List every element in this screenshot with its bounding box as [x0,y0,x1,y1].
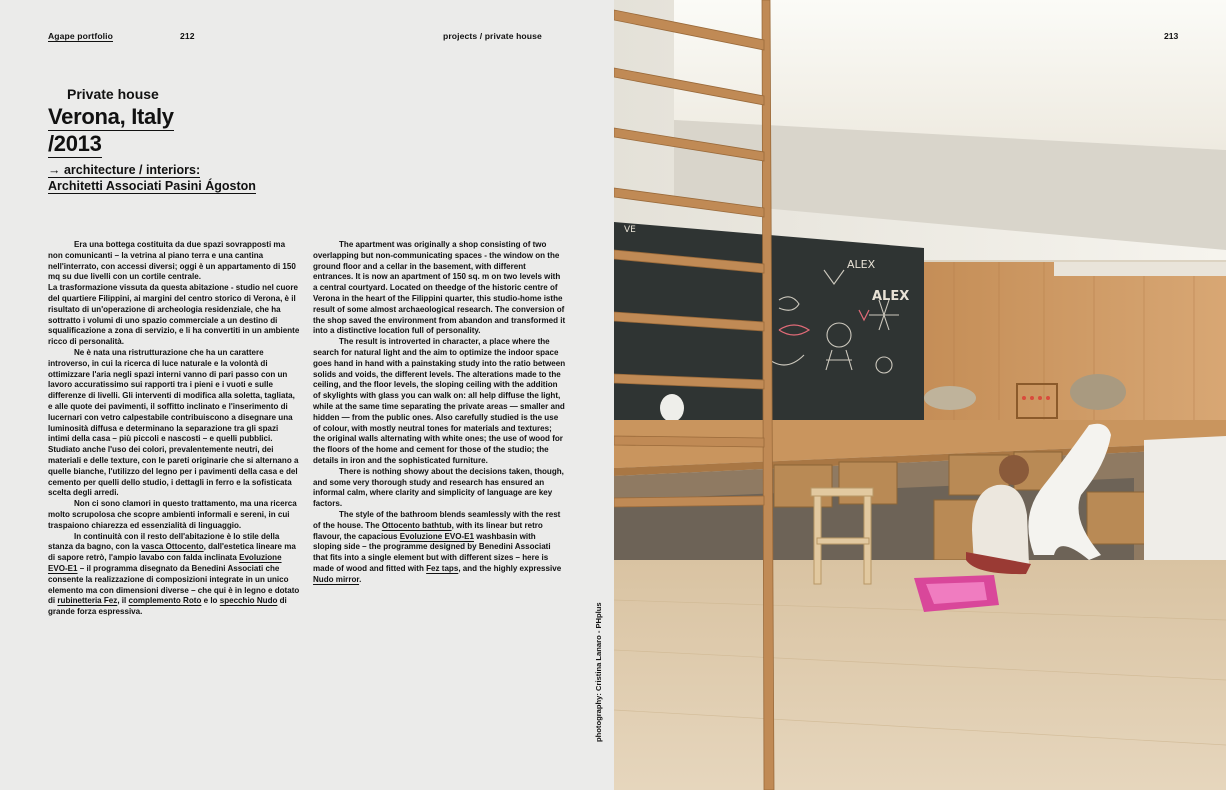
product-link-fez[interactable]: rubinetteria Fez [57,596,118,606]
photo-credit: photography: Cristina Lanaro - PHplus [594,602,603,742]
product-link-nudo-en[interactable]: Nudo mirror [313,574,360,584]
italian-paragraph: Ne è nata una ristrutturazione che ha un carattere introverso, in cui la ricerca di luce naturale e la volontà di ottimizzare l'aria negli spazi interni vanno di pari passo con un lavoro accuratissimo sui rapporti tra i pieni e i vuoti e sulle differenze di livelli. Gli interventi di modifica alla soletta, tagliata, e alle quote dei pavimenti, il soffitto inclinato e l'inserimento di lucernari con vetro calpestabile contribuiscono a disegnare una luminosità diffusa e determinano la separazione tra gli spazi intimi della casa – più piccoli e nascosti – e quelli pubblici. Studiato anche l'uso dei colori, prevalentemente neutri, dei materiali e delle texture, con le pareti originarie che si alternano a quelle bianche, l'utilizzo del legno per i pavimenti della casa e del cemento per quelli dello studio, i dettagli in ferro e la sofisticata scelta degli arredi. [48,347,299,498]
project-title [48,104,174,158]
italian-text-column [48,240,301,618]
english-paragraph: The result is introverted in character, a place where the search for natural light and the aim to optimize the indoor space goes hand in hand with a painstaking study into the ratio between solids and voids, the different levels. The alterations made to the ceiling, and the floor levels, the sloping ceiling with the addition of skylights with glass you can walk on: all help diffuse the light, while at the same time separating the private areas — smaller and hidden — from the public ones. Also carefully studied is the use of colour, with mostly neutral tones for materials and textures; the original walls alternating with white ones; the use of wood for the floors of the home and cement for those of the studio; the details in iron and the sophisticated furniture. [313,337,566,465]
english-paragraph: There is nothing showy about the decisions taken, though, and some very thorough study and research has ensured an informal calm, where clarity and simplicity of language are key factors. [313,466,564,509]
page-number-right: 213 [1164,31,1179,41]
chalk-writing: ALEX [872,289,910,304]
photo-illustration [614,0,1226,790]
running-head-section: projects / private house [443,31,542,41]
architect-label: → architecture / interiors: [48,163,201,177]
product-link-ottocento[interactable]: Ottocento bathtub [381,520,452,530]
running-head-brand: Agape portfolio [48,31,113,41]
product-link-vasca[interactable]: vasca Ottocento [141,542,204,552]
english-text-column [313,240,566,586]
product-link-nudo[interactable]: specchio Nudo [219,596,278,606]
italian-paragraph: Non ci sono clamori in questo trattamento, ma una ricerca molto scrupolosa che scopre ambienti informali e sereni, in cui traspaiono chiarezza ed essenzialità di linguaggio. [48,499,297,530]
page-number-left: 212 [180,31,195,41]
product-link-roto[interactable]: complemento Roto [128,596,202,606]
product-link-evo[interactable]: Evoluzione EVO-E1 [48,553,282,573]
italian-paragraph: Era una bottega costituita da due spazi sovrapposti ma non comunicanti – la vetrina al piano terra e una cantina nell'interrato, con accessi diversi; oggi è un appartamento di 150 mq su due livelli con un cortile centrale. [48,240,296,282]
product-link-fez-en[interactable]: Fez taps [426,563,459,573]
architect-name: Architetti Associati Pasini Ágoston [48,179,256,193]
project-year: /2013 [48,131,102,156]
english-paragraph: The style of the bathroom blends seamlessly with the rest of the house. The Ottocento bathtub, with its linear but retro flavour, the capacious Evoluzione EVO-E1 washbasin with sloping side – the programme designed by Benedini Associati that fits into a single element but with different sizes – here is made of wood and fitted with Fez taps, and the highly expressive Nudo mirror. [313,509,562,584]
english-paragraph: The apartment was originally a shop consisting of two overlapping but non-communicating spaces - the window on the ground floor and a cellar in the basement, with different entrances. It is now an apartment of 150 sq. m on two levels with a central courtyard. Located on theedge of the historic centre of Verona in the heart of the Filippini quarter, this studio-home isthe result of some almost archaeological research. The conversion of the shop saved the environment from abandon and transformed it into a distinctive location full of personality. [313,240,566,336]
project-kind: Private house [67,86,159,102]
italian-paragraph: In continuità con il resto dell'abitazione è lo stile della stanza da bagno, con la vasca Ottocento, dall'estetica lineare ma di sapore retrò, l'ampio lavabo con falda inclinata Evoluzione EVO-E1 – il programma disegnato da Benedini Associati che consente la realizzazione di composizioni integrate in un unico elemento ma con dimensioni diverse – che qui è in legno e dotato di rubinetteria Fez, il complemento Roto e lo specchio Nudo di grande forza espressiva. [48,531,300,617]
architect-credit [48,163,256,194]
italian-paragraph: La trasformazione vissuta da questa abitazione - studio nel cuore del quartiere Filippini, ai margini del centro storico di Verona, è il risultato di un'operazione di archeologia residenziale, che ha sottratto i volumi di uno spazio commerciale a un destino di squalificazione a zona di servizio, e li ha convertiti in un ambiente ricco di personalità. [48,283,300,347]
chalk-writing: VE [624,225,636,235]
product-link-evo-en[interactable]: Evoluzione EVO-E1 [399,531,474,541]
chalk-writing: ALEX [847,258,876,271]
interior-photo [614,0,1226,790]
project-place: Verona, Italy [48,104,174,129]
